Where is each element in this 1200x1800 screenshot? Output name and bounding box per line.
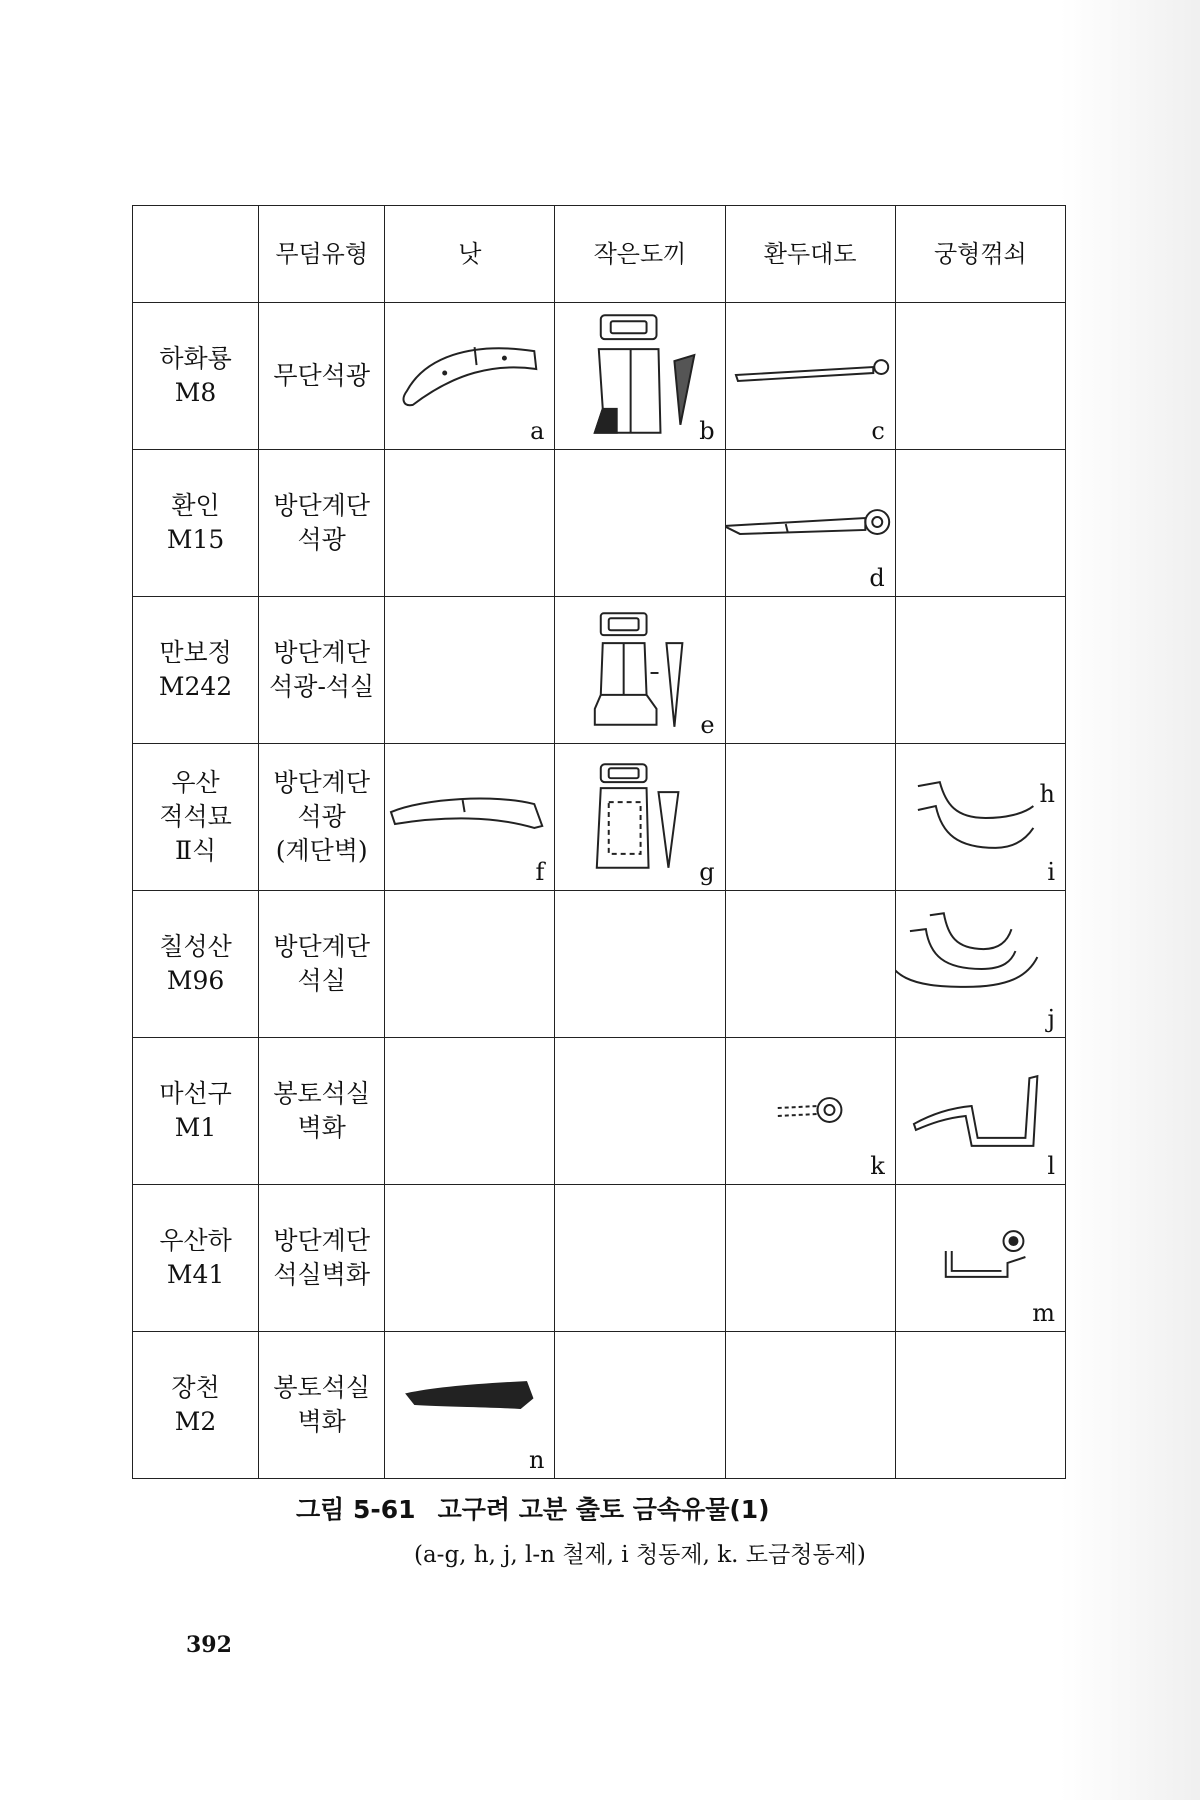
- site-line: 장천: [171, 1373, 220, 1403]
- table-row: [133, 1038, 1066, 1185]
- tomb-type-line: 석실벽화: [273, 1260, 370, 1289]
- table-row: [133, 744, 1066, 891]
- table-row: [133, 891, 1066, 1038]
- clamp-cell: [895, 1185, 1065, 1332]
- sickle-cell: [385, 1038, 555, 1185]
- header-arched-clamp: 궁형꺾쇠: [895, 206, 1065, 303]
- tomb-type-cell: [259, 891, 385, 1038]
- artifact-table: [132, 205, 1066, 1479]
- figure-number: 그림 5-61: [296, 1495, 416, 1524]
- tomb-type-line: 석실: [297, 966, 346, 995]
- axe-cell: [555, 744, 725, 891]
- page-edge-shadow: [1060, 0, 1200, 1800]
- sickle-cell: [385, 891, 555, 1038]
- figure-label: l: [1047, 1152, 1055, 1180]
- figure-caption: [296, 1490, 770, 1526]
- site-line: 칠성산: [159, 932, 232, 962]
- tomb-type-line: 석광-석실: [269, 672, 375, 701]
- table-header-row: [133, 206, 1066, 303]
- table-row: [133, 303, 1066, 450]
- sword-cell: [725, 1038, 895, 1185]
- site-line: 마선구: [159, 1079, 232, 1109]
- site-line: M2: [174, 1407, 217, 1436]
- tomb-type-line: 방단계단: [273, 932, 370, 962]
- figure-label: h: [1039, 780, 1055, 808]
- tomb-type-line: 벽화: [297, 1113, 346, 1142]
- header-sickle: 낫: [385, 206, 555, 303]
- sickle-drawing: [385, 303, 554, 449]
- tomb-type-line: 방단계단: [273, 638, 370, 668]
- tomb-type-line: 봉토석실: [273, 1079, 370, 1109]
- clamp-cell: [895, 891, 1065, 1038]
- site-cell: [133, 303, 259, 450]
- axe-cell: [555, 450, 725, 597]
- sickle-cell: [385, 597, 555, 744]
- sword-cell: [725, 891, 895, 1038]
- axe-drawing: [555, 597, 724, 743]
- tomb-type-line: 방단계단: [273, 768, 370, 798]
- clamp-cell: [895, 1038, 1065, 1185]
- site-cell: [133, 891, 259, 1038]
- arched-clamp-drawing: [896, 1038, 1065, 1184]
- sickle-cell: [385, 744, 555, 891]
- figure-label: g: [699, 858, 715, 886]
- table-row: [133, 450, 1066, 597]
- clamp-cell: [895, 1332, 1065, 1479]
- site-line: M8: [174, 378, 217, 407]
- site-line: 하화룡: [159, 344, 232, 374]
- site-line: M41: [166, 1260, 225, 1289]
- tomb-type-line: 석광: [297, 802, 346, 832]
- axe-cell: [555, 597, 725, 744]
- tomb-type-line: 무단석광: [273, 361, 370, 391]
- figure-label: c: [871, 417, 885, 445]
- figure-label: i: [1047, 858, 1055, 886]
- sickle-drawing: [385, 744, 554, 890]
- site-line: M242: [158, 672, 233, 701]
- page-number: 392: [186, 1632, 232, 1658]
- site-line: M1: [174, 1113, 217, 1142]
- header-tomb-type: 무덤유형: [259, 206, 385, 303]
- table-row: [133, 1185, 1066, 1332]
- clamp-cell: [895, 744, 1065, 891]
- figure-title: 고구려 고분 출토 금속유물(1): [437, 1495, 770, 1524]
- sword-cell: [725, 450, 895, 597]
- tomb-type-cell: [259, 1038, 385, 1185]
- tomb-type-line: 벽화: [297, 1407, 346, 1436]
- clamp-cell: [895, 450, 1065, 597]
- site-cell: [133, 744, 259, 891]
- axe-cell: [555, 891, 725, 1038]
- tomb-type-cell: [259, 744, 385, 891]
- tomb-type-line: 방단계단: [273, 1226, 370, 1256]
- figure-label: k: [870, 1152, 885, 1180]
- axe-cell: [555, 303, 725, 450]
- site-line: Ⅱ식: [174, 835, 217, 865]
- arched-clamp-drawing: [896, 891, 1065, 1037]
- sword-cell: [725, 303, 895, 450]
- tomb-type-line: 방단계단: [273, 491, 370, 521]
- sword-cell: [725, 597, 895, 744]
- sword-cell: [725, 1185, 895, 1332]
- site-cell: [133, 1185, 259, 1332]
- figure-label: e: [700, 711, 715, 739]
- figure-label: d: [869, 564, 885, 592]
- site-cell: [133, 597, 259, 744]
- tomb-type-cell: [259, 1332, 385, 1479]
- tomb-type-cell: [259, 450, 385, 597]
- site-cell: [133, 1332, 259, 1479]
- sickle-cell: [385, 303, 555, 450]
- sword-cell: [725, 1332, 895, 1479]
- figure-label: a: [530, 417, 545, 445]
- header-small-axe: 작은도끼: [555, 206, 725, 303]
- axe-cell: [555, 1185, 725, 1332]
- tomb-type-line: (계단벽): [275, 835, 368, 865]
- sickle-cell: [385, 1332, 555, 1479]
- figure-label: f: [535, 858, 545, 886]
- site-line: 우산: [171, 768, 220, 798]
- figure-label: m: [1032, 1299, 1055, 1327]
- tomb-type-cell: [259, 1185, 385, 1332]
- header-cell-empty: [133, 206, 259, 303]
- axe-cell: [555, 1332, 725, 1479]
- site-line: 만보정: [159, 638, 232, 668]
- header-ring-pommel-sword: 환두대도: [725, 206, 895, 303]
- sword-cell: [725, 744, 895, 891]
- axe-cell: [555, 1038, 725, 1185]
- table-row: [133, 597, 1066, 744]
- arched-clamp-drawing: [896, 744, 1065, 890]
- site-line: 환인: [171, 491, 220, 521]
- site-line: M15: [166, 525, 225, 554]
- site-line: M96: [166, 966, 225, 995]
- tomb-type-cell: [259, 303, 385, 450]
- figure-label: n: [528, 1446, 545, 1474]
- site-cell: [133, 450, 259, 597]
- clamp-cell: [895, 597, 1065, 744]
- figure-label: b: [699, 417, 715, 445]
- tomb-type-line: 석광: [297, 525, 346, 554]
- sickle-cell: [385, 450, 555, 597]
- site-line: 적석묘: [159, 802, 232, 832]
- sword-drawing: [726, 303, 895, 449]
- tomb-type-cell: [259, 597, 385, 744]
- sickle-cell: [385, 1185, 555, 1332]
- tomb-type-line: 봉토석실: [273, 1373, 370, 1403]
- figure-label: j: [1047, 1005, 1055, 1033]
- figure-caption-note: (a-g, h, j, l-n 철제, i 청동제, k. 도금청동제): [414, 1542, 866, 1568]
- clamp-cell: [895, 303, 1065, 450]
- site-line: 우산하: [159, 1226, 232, 1256]
- table-row: [133, 1332, 1066, 1479]
- site-cell: [133, 1038, 259, 1185]
